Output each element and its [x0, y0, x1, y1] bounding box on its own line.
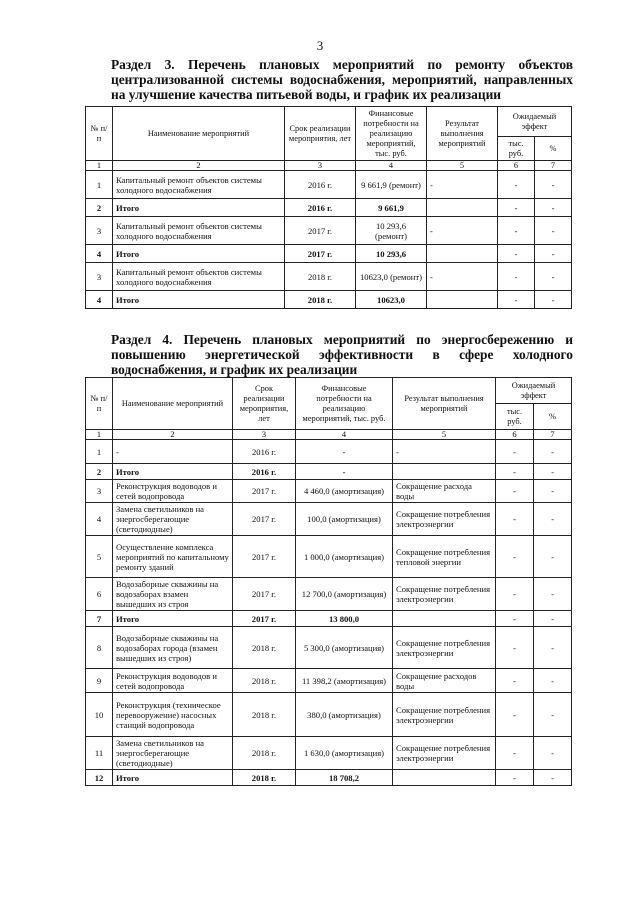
table-row [86, 669, 572, 693]
header-num: № п/п [86, 107, 113, 161]
row-number: 7 [86, 611, 113, 627]
table-row [86, 503, 572, 536]
term-cell: 2018 г. [233, 627, 296, 669]
table-row [86, 480, 572, 503]
column-number: 2 [113, 430, 233, 440]
result-cell: Сокращение потребления электроэнергии [393, 627, 496, 669]
row-number: 9 [86, 669, 113, 693]
column-number: 3 [233, 430, 296, 440]
result-cell [393, 770, 496, 786]
effect-pct-cell: - [535, 245, 572, 263]
table-row [86, 578, 572, 611]
effect-pct-cell: - [534, 737, 572, 770]
term-cell: 2016 г. [233, 440, 296, 464]
table-row [86, 737, 572, 770]
effect-rub-cell: - [496, 440, 534, 464]
finance-cell: 100,0 (амортизация) [296, 503, 393, 536]
row-number: 2 [86, 464, 113, 480]
column-numbers-row [86, 430, 572, 440]
finance-cell: 10 293,6 (ремонт) [356, 217, 427, 245]
effect-pct-cell: - [534, 611, 572, 627]
finance-cell: 10623,0 [356, 291, 427, 309]
header-num: № п/п [86, 378, 113, 430]
result-cell: Сокращение потребления тепловой энергии [393, 536, 496, 578]
total-row [86, 770, 572, 786]
header-effect: Ожидаемый эффект [496, 378, 572, 404]
result-cell: Сокращение потребления электроэнергии [393, 503, 496, 536]
header-effect-rub: тыс. руб. [496, 404, 534, 430]
result-cell: - [393, 440, 496, 464]
header-name: Наименование мероприятий [113, 107, 285, 161]
total-row [86, 291, 572, 309]
column-numbers-row [86, 161, 572, 171]
effect-rub-cell: - [498, 263, 535, 291]
header-result: Результат выполнения мероприятий [427, 107, 498, 161]
column-number: 7 [535, 161, 572, 171]
row-number: 4 [86, 291, 113, 309]
row-number: 10 [86, 693, 113, 737]
column-number: 2 [113, 161, 285, 171]
term-cell: 2018 г. [233, 737, 296, 770]
total-row [86, 611, 572, 627]
result-cell: Сокращение расходов воды [393, 669, 496, 693]
column-number: 6 [496, 430, 534, 440]
effect-rub-cell: - [498, 291, 535, 309]
finance-cell: 380,0 (амортизация) [296, 693, 393, 737]
effect-pct-cell: - [534, 693, 572, 737]
term-cell: 2017 г. [233, 503, 296, 536]
finance-cell: 13 800,0 [296, 611, 393, 627]
header-result: Результат выполнения мероприятий [393, 378, 496, 430]
table-row [86, 263, 572, 291]
finance-cell: 11 398,2 (амортизация) [296, 669, 393, 693]
column-number: 1 [86, 430, 113, 440]
header-effect-pct: % [535, 137, 572, 161]
section-3-title: Раздел 3. Перечень плановых мероприятий по ремонту объектов централизованной системы водоснабжения, мероприятий, направленных на улучшение качества питьевой воды, и график их реализации [111, 57, 573, 102]
finance-cell: 5 300,0 (амортизация) [296, 627, 393, 669]
column-number: 4 [356, 161, 427, 171]
effect-pct-cell: - [534, 440, 572, 464]
effect-rub-cell: - [496, 503, 534, 536]
measure-name: Итого [113, 245, 285, 263]
finance-cell: - [296, 464, 393, 480]
result-cell: Сокращение расхода воды [393, 480, 496, 503]
term-cell: 2017 г. [285, 217, 356, 245]
result-cell [393, 464, 496, 480]
row-number: 1 [86, 171, 113, 199]
total-row [86, 245, 572, 263]
effect-pct-cell: - [535, 171, 572, 199]
finance-cell: - [296, 440, 393, 464]
effect-rub-cell: - [498, 245, 535, 263]
term-cell: 2017 г. [233, 536, 296, 578]
term-cell: 2018 г. [233, 770, 296, 786]
effect-pct-cell: - [534, 627, 572, 669]
measure-name: Капитальный ремонт объектов системы холодного водоснабжения [113, 171, 285, 199]
header-finance: Финансовые потребности на реализацию мероприятий, тыс. руб. [356, 107, 427, 161]
table-row [86, 440, 572, 464]
result-cell: - [427, 171, 498, 199]
table-row [86, 693, 572, 737]
row-number: 5 [86, 536, 113, 578]
row-number: 4 [86, 245, 113, 263]
effect-pct-cell: - [535, 291, 572, 309]
page-number: 3 [316, 38, 324, 53]
measure-name: Реконструкция водоводов и сетей водопровода [113, 480, 233, 503]
section-4-title: Раздел 4. Перечень плановых мероприятий по энергосбережению и повышению энергетической эффективности в сфере холодного водоснабжения, и график их реализации [111, 332, 573, 377]
finance-cell: 10 293,6 [356, 245, 427, 263]
measure-name: Водозаборные скважины на водозаборах города (взамен вышедших из строя) [113, 627, 233, 669]
column-number: 3 [285, 161, 356, 171]
effect-pct-cell: - [534, 503, 572, 536]
result-cell: - [427, 263, 498, 291]
effect-pct-cell: - [534, 464, 572, 480]
effect-pct-cell: - [534, 578, 572, 611]
total-row [86, 464, 572, 480]
column-number: 5 [427, 161, 498, 171]
measure-name: Замена светильников на энергосберегающие (светодиодные) [113, 503, 233, 536]
effect-rub-cell: - [496, 627, 534, 669]
header-effect-pct: % [534, 404, 572, 430]
measure-name: - [113, 440, 233, 464]
finance-cell: 18 708,2 [296, 770, 393, 786]
term-cell: 2018 г. [233, 669, 296, 693]
header-term: Срок реализации мероприятия, лет [233, 378, 296, 430]
term-cell: 2016 г. [233, 464, 296, 480]
header-name: Наименование мероприятий [113, 378, 233, 430]
effect-pct-cell: - [535, 199, 572, 217]
effect-pct-cell: - [534, 536, 572, 578]
section-3-table [85, 106, 572, 309]
row-number: 2 [86, 199, 113, 217]
effect-rub-cell: - [496, 536, 534, 578]
finance-cell: 10623,0 (ремонт) [356, 263, 427, 291]
measure-name: Итого [113, 770, 233, 786]
finance-cell: 12 700,0 (амортизация) [296, 578, 393, 611]
measure-name: Реконструкция водоводов и сетей водопровода [113, 669, 233, 693]
effect-pct-cell: - [535, 263, 572, 291]
measure-name: Реконструкция (техническое перевооружение) насосных станций водопровода [113, 693, 233, 737]
total-row [86, 199, 572, 217]
term-cell: 2017 г. [233, 480, 296, 503]
result-cell [393, 611, 496, 627]
measure-name: Капитальный ремонт объектов системы холодного водоснабжения [113, 263, 285, 291]
effect-rub-cell: - [496, 480, 534, 503]
finance-cell: 9 661,9 [356, 199, 427, 217]
measure-name: Итого [113, 611, 233, 627]
result-cell: Сокращение потребления электроэнергии [393, 693, 496, 737]
header-finance: Финансовые потребности на реализацию мероприятий, тыс. руб. [296, 378, 393, 430]
effect-pct-cell: - [534, 770, 572, 786]
table-row [86, 627, 572, 669]
result-cell [427, 291, 498, 309]
effect-pct-cell: - [535, 217, 572, 245]
finance-cell: 9 661,9 (ремонт) [356, 171, 427, 199]
measure-name: Осуществление комплекса мероприятий по капитальному ремонту зданий [113, 536, 233, 578]
row-number: 11 [86, 737, 113, 770]
effect-rub-cell: - [496, 464, 534, 480]
table-row [86, 536, 572, 578]
result-cell: Сокращение потребления электроэнергии [393, 737, 496, 770]
column-number: 6 [498, 161, 535, 171]
finance-cell: 1 630,0 (амортизация) [296, 737, 393, 770]
effect-rub-cell: - [498, 171, 535, 199]
row-number: 3 [86, 217, 113, 245]
effect-rub-cell: - [498, 217, 535, 245]
row-number: 4 [86, 503, 113, 536]
finance-cell: 4 460,0 (амортизация) [296, 480, 393, 503]
term-cell: 2018 г. [233, 693, 296, 737]
effect-rub-cell: - [496, 737, 534, 770]
measure-name: Капитальный ремонт объектов системы холодного водоснабжения [113, 217, 285, 245]
section-4-table [85, 377, 572, 786]
measure-name: Итого [113, 464, 233, 480]
measure-name: Замена светильников на энергосберегающие (светодиодные) [113, 737, 233, 770]
effect-rub-cell: - [496, 578, 534, 611]
measure-name: Водозаборные скважины на водозаборах взамен вышедших из строя [113, 578, 233, 611]
term-cell: 2018 г. [285, 263, 356, 291]
effect-rub-cell: - [498, 199, 535, 217]
effect-rub-cell: - [496, 669, 534, 693]
term-cell: 2017 г. [285, 245, 356, 263]
effect-pct-cell: - [534, 669, 572, 693]
result-cell: Сокращение потребления электроэнергии [393, 578, 496, 611]
column-number: 1 [86, 161, 113, 171]
row-number: 1 [86, 440, 113, 464]
row-number: 3 [86, 263, 113, 291]
term-cell: 2018 г. [285, 291, 356, 309]
effect-pct-cell: - [534, 480, 572, 503]
table-row [86, 217, 572, 245]
measure-name: Итого [113, 291, 285, 309]
row-number: 6 [86, 578, 113, 611]
finance-cell: 1 000,0 (амортизация) [296, 536, 393, 578]
column-number: 7 [534, 430, 572, 440]
column-number: 5 [393, 430, 496, 440]
column-number: 4 [296, 430, 393, 440]
term-cell: 2017 г. [233, 578, 296, 611]
row-number: 12 [86, 770, 113, 786]
term-cell: 2017 г. [233, 611, 296, 627]
effect-rub-cell: - [496, 770, 534, 786]
header-term: Срок реализации мероприятия, лет [285, 107, 356, 161]
header-effect-rub: тыс. руб. [498, 137, 535, 161]
result-cell [427, 199, 498, 217]
effect-rub-cell: - [496, 611, 534, 627]
term-cell: 2016 г. [285, 171, 356, 199]
table-row [86, 171, 572, 199]
row-number: 8 [86, 627, 113, 669]
term-cell: 2016 г. [285, 199, 356, 217]
result-cell [427, 245, 498, 263]
effect-rub-cell: - [496, 693, 534, 737]
header-effect: Ожидаемый эффект [498, 107, 572, 137]
measure-name: Итого [113, 199, 285, 217]
result-cell: - [427, 217, 498, 245]
row-number: 3 [86, 480, 113, 503]
